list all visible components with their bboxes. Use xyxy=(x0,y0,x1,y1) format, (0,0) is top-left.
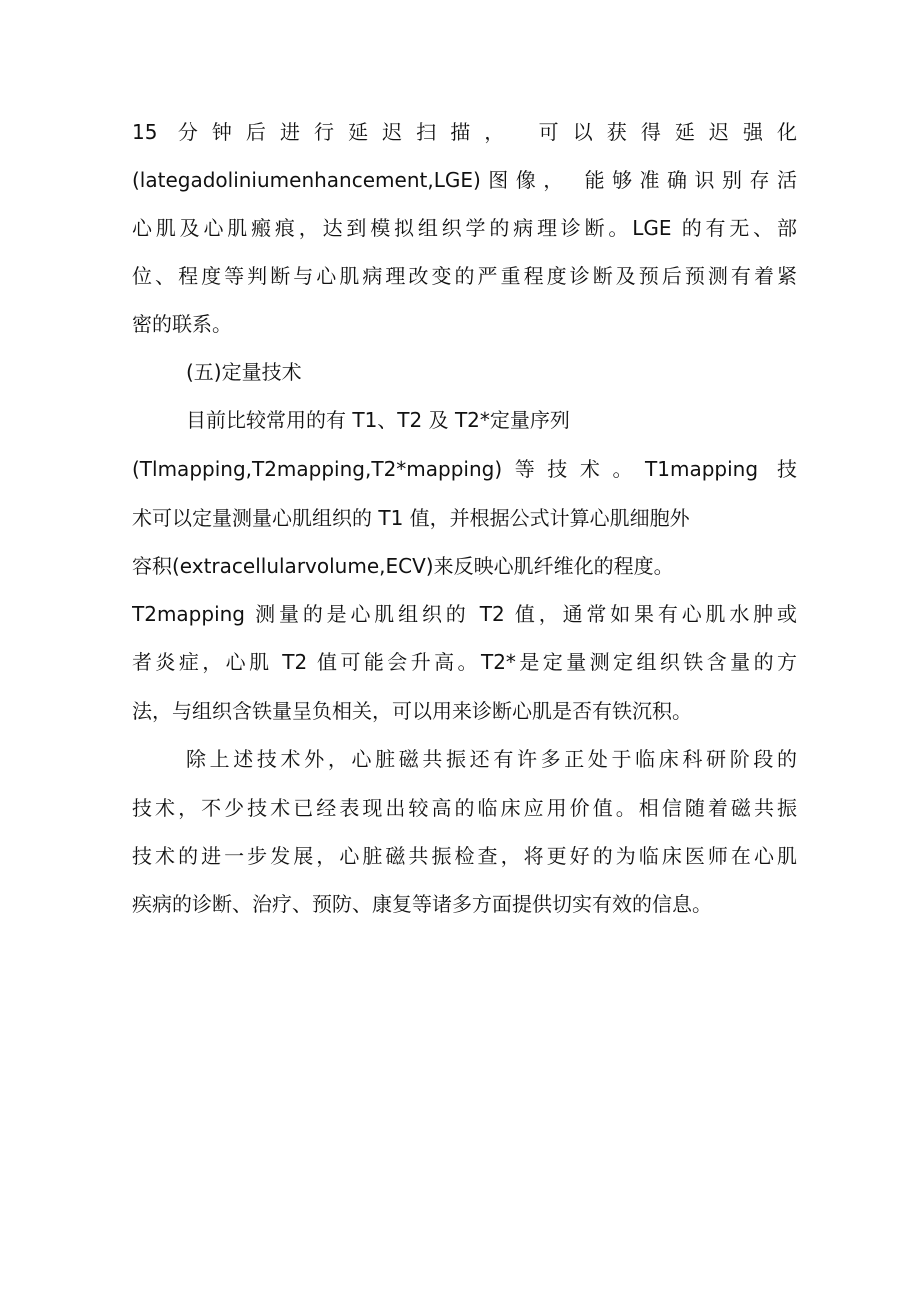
text-line: (lategadoliniumenhancement,LGE)图像， 能够准确识别存活 xyxy=(132,168,797,192)
text-line: 15 分钟后进行延迟扫描， 可以获得延迟强化 xyxy=(132,120,797,144)
text-line: 除上述技术外，心脏磁共振还有许多正处于临床科研阶段的 xyxy=(186,747,797,771)
text-line: 技术，不少技术已经表现出较高的临床应用价值。相信随着磁共振 xyxy=(132,796,797,820)
text-line: (Tlmapping,T2mapping,T2*mapping)等技术。T1mapping 技 xyxy=(132,457,797,481)
text-line: 术可以定量测量心肌组织的 T1 值，并根据公式计算心肌细胞外 xyxy=(132,506,690,530)
text-line: 密的联系。 xyxy=(132,312,232,336)
text-line: 容积(extracellularvolume,ECV)来反映心肌纤维化的程度。 xyxy=(132,554,674,578)
section-heading: (五)定量技术 xyxy=(186,360,302,384)
text-line: T2mapping 测量的是心肌组织的 T2 值，通常如果有心肌水肿或 xyxy=(132,602,797,626)
text-line: 疾病的诊断、治疗、预防、康复等诸多方面提供切实有效的信息。 xyxy=(132,892,712,916)
text-line: 位、程度等判断与心肌病理改变的严重程度诊断及预后预测有着紧 xyxy=(132,264,797,288)
text-line: 心肌及心肌瘢痕，达到模拟组织学的病理诊断。LGE 的有无、部 xyxy=(132,216,797,240)
text-line: 目前比较常用的有 T1、T2 及 T2*定量序列 xyxy=(186,408,570,432)
text-line: 者炎症，心肌 T2 值可能会升高。T2*是定量测定组织铁含量的方 xyxy=(132,650,797,674)
text-line: 法，与组织含铁量呈负相关，可以用来诊断心肌是否有铁沉积。 xyxy=(132,699,692,723)
text-line: 技术的进一步发展，心脏磁共振检查，将更好的为临床医师在心肌 xyxy=(132,844,797,868)
